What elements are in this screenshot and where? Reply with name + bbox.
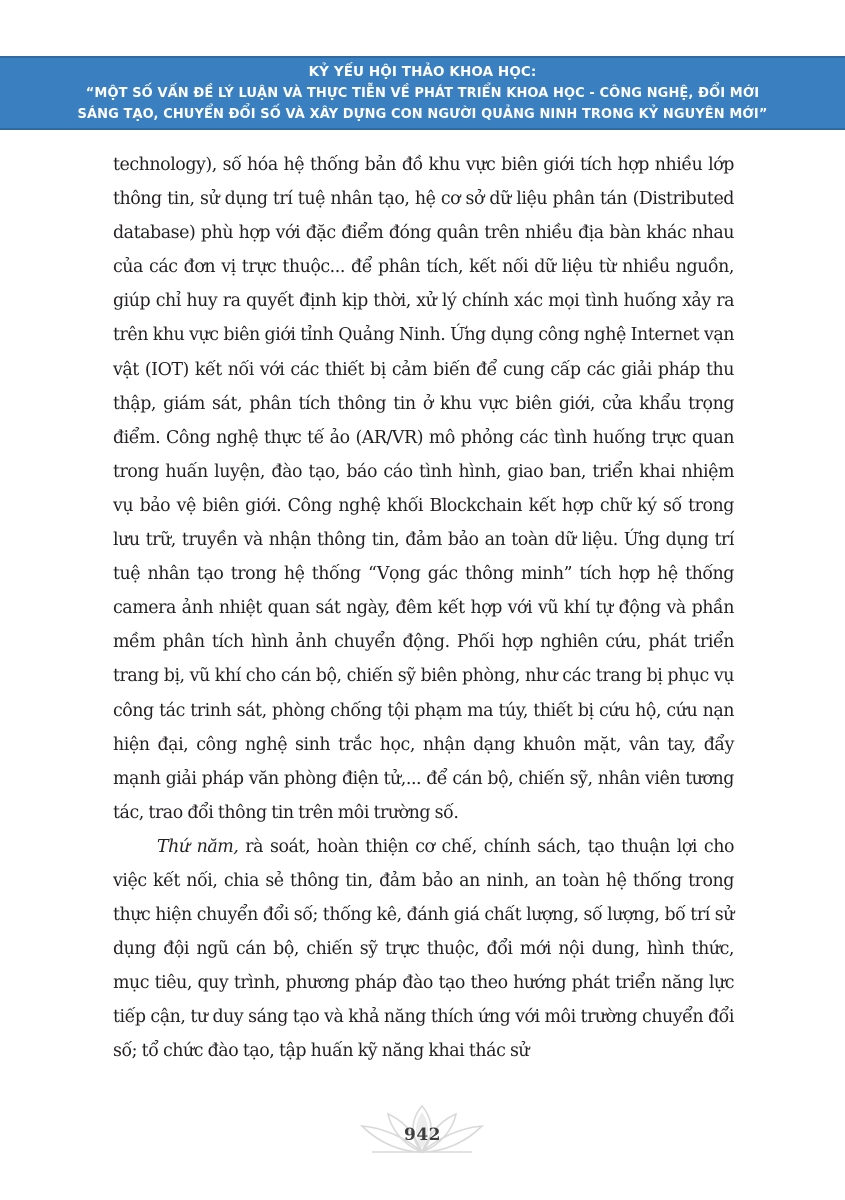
paragraph-body-text: rà soát, hoàn thiện cơ chế, chính sách, tạo thuận lợi cho việc kết nối, chia sẻ thông tin, đảm bảo an ninh, an toàn hệ thống trong thực hiện chuyển đổi số; thống kê, đánh giá chất lượng, số lượng, bố trí sử dụng đội ngũ cán bộ, chiến sỹ trực thuộc, đổi mới nội dung, hình thức, mục tiêu, quy trình, phương pháp đào tạo theo hướng phát triển năng lực tiếp cận, tư duy sáng tạo và khả năng thích ứng với môi trường chuyển đổi số; tổ chức đào tạo, tập huấn kỹ năng khai thác sử: [113, 836, 734, 1062]
header-subtitle-line-2: SÁNG TẠO, CHUYỂN ĐỔI SỐ VÀ XÂY DỰNG CON NGƯỜI QUẢNG NINH TRONG KỶ NGUYÊN MỚI”: [77, 106, 768, 122]
running-header: [0, 56, 845, 130]
paragraph-continued: technology), số hóa hệ thống bản đồ khu vực biên giới tích hợp nhiều lớp thông tin, sử dụng trí tuệ nhân tạo, hệ cơ sở dữ liệu phân tán (Distributed database) phù hợp với đặc điểm đóng quân trên nhiều địa bàn khác nhau của các đơn vị trực thuộc... để phân tích, kết nối dữ liệu từ nhiều nguồn, giúp chỉ huy ra quyết định kịp thời, xử lý chính xác mọi tình huống xảy ra trên khu vực biên giới tỉnh Quảng Ninh. Ứng dụng công nghệ Internet vạn vật (IOT) kết nối với các thiết bị cảm biến để cung cấp các giải pháp thu thập, giám sát, phân tích thông tin ở khu vực biên giới, cửa khẩu trọng điểm. Công nghệ thực tế ảo (AR/VR) mô phỏng các tình huống trực quan trong huấn luyện, đào tạo, báo cáo tình hình, giao ban, triển khai nhiệm vụ bảo vệ biên giới. Công nghệ khối Blockchain kết hợp chữ ký số trong lưu trữ, truyền và nhận thông tin, đảm bảo an toàn dữ liệu. Ứng dụng trí tuệ nhân tạo trong hệ thống “Vọng gác thông minh” tích hợp hệ thống camera ảnh nhiệt quan sát ngày, đêm kết hợp với vũ khí tự động và phần mềm phân tích hình ảnh chuyển động. Phối hợp nghiên cứu, phát triển trang bị, vũ khí cho cán bộ, chiến sỹ biên phòng, như các trang bị phục vụ công tác trinh sát, phòng chống tội phạm ma túy, thiết bị cứu hộ, cứu nạn hiện đại, công nghệ sinh trắc học, nhận dạng khuôn mặt, vân tay, đẩy mạnh giải pháp văn phòng điện tử,... để cán bộ, chiến sỹ, nhân viên tương tác, trao đổi thông tin trên môi trường số.: [113, 155, 734, 823]
paragraph-lead-italic: Thứ năm,: [157, 836, 239, 857]
page-number: 942: [404, 1125, 441, 1145]
header-subtitle-line-1: “MỘT SỐ VẤN ĐỀ LÝ LUẬN VÀ THỰC TIỄN VỀ PHÁT TRIỂN KHOA HỌC - CÔNG NGHỆ, ĐỔI MỚI: [85, 85, 760, 101]
header-title: KỶ YẾU HỘI THẢO KHOA HỌC:: [308, 63, 537, 80]
page-footer: [0, 1106, 845, 1158]
paragraph-thu-nam: [113, 830, 734, 1069]
page-body: [113, 148, 734, 1069]
